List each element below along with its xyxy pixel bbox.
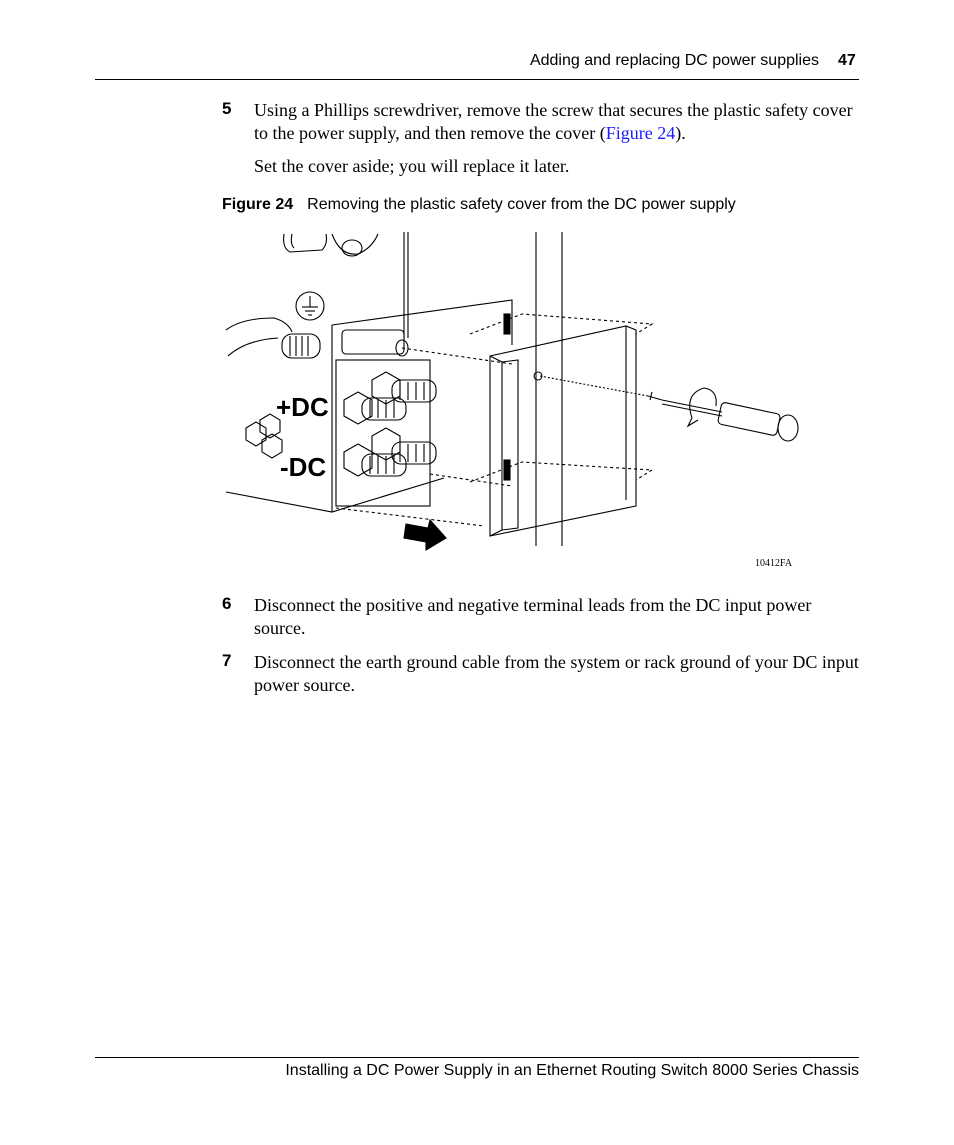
step-5-note: Set the cover aside; you will replace it later. [254, 156, 570, 176]
step-7-text: Disconnect the earth ground cable from the system or rack ground of your DC input power source. [254, 652, 859, 695]
step-6-number: 6 [222, 594, 232, 613]
figure-label: Figure 24 [222, 196, 294, 213]
step-5-text-start: Using a Phillips screwdriver, remove the screw that secures the plastic safety cover to the power supply, and then remove the cover ( [254, 100, 853, 143]
figure-24-link[interactable]: Figure 24 [605, 123, 676, 143]
step-6-text: Disconnect the positive and negative terminal leads from the DC input power source. [254, 595, 812, 638]
running-footer-title: Installing a DC Power Supply in an Ethernet Routing Switch 8000 Series Chassis [285, 1062, 859, 1079]
page-number: 47 [838, 52, 856, 69]
step-5-text [254, 99, 859, 145]
figure-caption-text: Removing the plastic safety cover from the DC power supply [307, 196, 736, 213]
positive-dc-label: +DC [276, 392, 329, 422]
negative-dc-label: -DC [280, 452, 327, 482]
step-5-text-end: ). [675, 123, 686, 143]
header-rule [95, 79, 859, 80]
running-header-title: Adding and replacing DC power supplies [529, 52, 819, 69]
step-7-number: 7 [222, 651, 232, 670]
figure-illustration [222, 230, 802, 575]
step-5-number: 5 [222, 99, 232, 118]
figure-caption [222, 196, 736, 214]
power-supply-diagram [222, 230, 802, 575]
figure-id: 10412FA [755, 558, 793, 569]
footer-rule [95, 1057, 859, 1058]
